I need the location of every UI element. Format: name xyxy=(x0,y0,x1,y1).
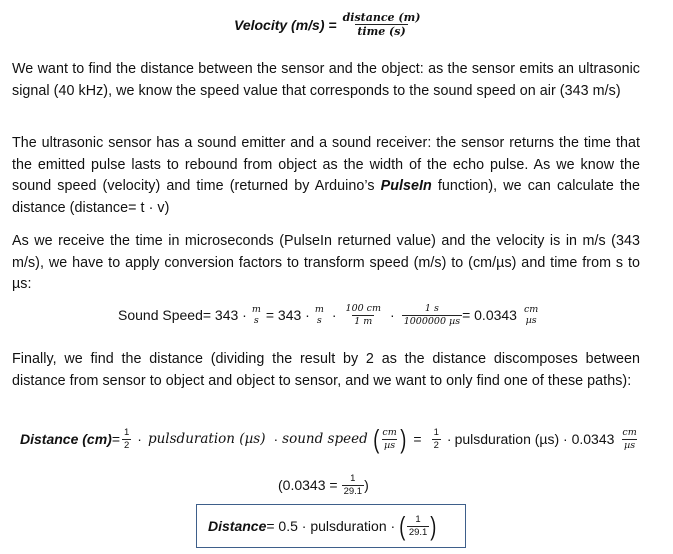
paragraph-sensor-text-b: function), we can calculate the distance (distance= t · v) xyxy=(12,178,640,216)
right-paren: ) xyxy=(400,424,407,454)
paragraph-finally: Finally, we find the distance (dividing the result by 2 as the distance discomposes between distance from sensor to object and object to sensor, and we want to only find one of these paths): xyxy=(12,351,640,389)
equals-sign: = xyxy=(111,431,120,447)
dot-operator: · xyxy=(137,431,142,447)
sound-speed-eq1: = 343 · xyxy=(265,307,310,323)
pulsein-emphasis: PulseIn xyxy=(380,178,432,194)
s-over-us-fraction: $\frac{1 s}{\text{1000000 µs}}$ xyxy=(403,303,461,327)
one-over-29-1: $\frac{1}{29.1}$ xyxy=(343,473,363,497)
velocity-fraction xyxy=(341,12,423,37)
final-distance-label: Distance xyxy=(208,518,267,534)
cm-over-us: $\frac{cm}{\text{µs}}$ xyxy=(382,427,397,451)
distance-rhs: pulsduration (µs) · 0.0343 xyxy=(454,431,615,447)
distance-formula xyxy=(20,426,639,452)
cm-over-m-fraction: $\frac{100 cm}{1 m}$ xyxy=(345,303,382,327)
dot-operator: · xyxy=(390,307,395,323)
sound-speed-italic: sound speed xyxy=(282,431,368,447)
distance-label: Distance (cm) xyxy=(20,431,112,447)
paragraph-conversion: As we receive the time in microseconds (PulseIn returned value) and the velocity is in m/s (343 m/s), we have to apply conversion factors to transform speed (m/s) to (cm/µs) and time from s to µs: xyxy=(12,233,640,292)
dot-operator: · xyxy=(273,431,279,447)
right-paren: ) xyxy=(430,511,437,541)
right-paren: ) xyxy=(364,477,369,493)
paragraph-sensor xyxy=(12,133,640,219)
dot-operator: · xyxy=(331,307,337,323)
final-paren-group xyxy=(398,513,438,539)
one-over-29-1-final: $\frac{1}{29.1}$ xyxy=(408,514,428,538)
pulsduration-italic: pulsduration (µs) xyxy=(147,431,266,447)
equals-sign: = xyxy=(413,431,422,447)
cm-over-us-fraction-2: $\frac{cm}{\text{µs}}$ xyxy=(622,427,637,451)
dot-operator: · xyxy=(446,431,452,447)
sound-speed-result: = 0.0343 xyxy=(462,307,517,323)
half-fraction-2: $\frac{1}{2}$ xyxy=(433,427,439,451)
ratio-lhs: (0.0343 = xyxy=(278,477,338,493)
paragraph-intro: We want to find the distance between the sensor and the object: as the sensor emits an ultrasonic signal (40 kHz), we know the speed value that corresponds to the sound speed on air (343 m/s) xyxy=(12,61,640,99)
paragraph-sensor-text-a: The ultrasonic sensor has a sound emitter and a sound receiver: the sensor returns the time that the emitted pulse lasts to rebound from object as the width of the echo pulse. As we know the sound speed (velocity) and time (returned by Arduino’s xyxy=(12,135,640,194)
sound-speed-label: Sound Speed= 343 · xyxy=(118,307,247,323)
final-formula-box xyxy=(196,504,466,548)
final-formula xyxy=(208,513,438,539)
left-paren: ( xyxy=(373,424,380,454)
ratio-equation xyxy=(278,474,369,496)
final-formula-text: = 0.5 · pulsduration · xyxy=(266,518,396,534)
velocity-formula xyxy=(234,12,422,37)
sound-speed-equation xyxy=(118,304,540,326)
left-paren: ( xyxy=(399,511,406,541)
velocity-numerator: distance (m) xyxy=(342,11,421,24)
half-fraction-1: $\frac{1}{2}$ xyxy=(124,427,130,451)
cm-per-us-paren xyxy=(372,426,408,452)
m-over-s-fraction-1: m s xyxy=(251,303,261,326)
cm-over-us-fraction: cm µs xyxy=(523,303,539,326)
velocity-denominator: time (s) xyxy=(357,25,406,38)
velocity-label: Velocity (m/s) = xyxy=(234,16,337,33)
m-over-s-fraction-2: m s xyxy=(314,303,324,326)
